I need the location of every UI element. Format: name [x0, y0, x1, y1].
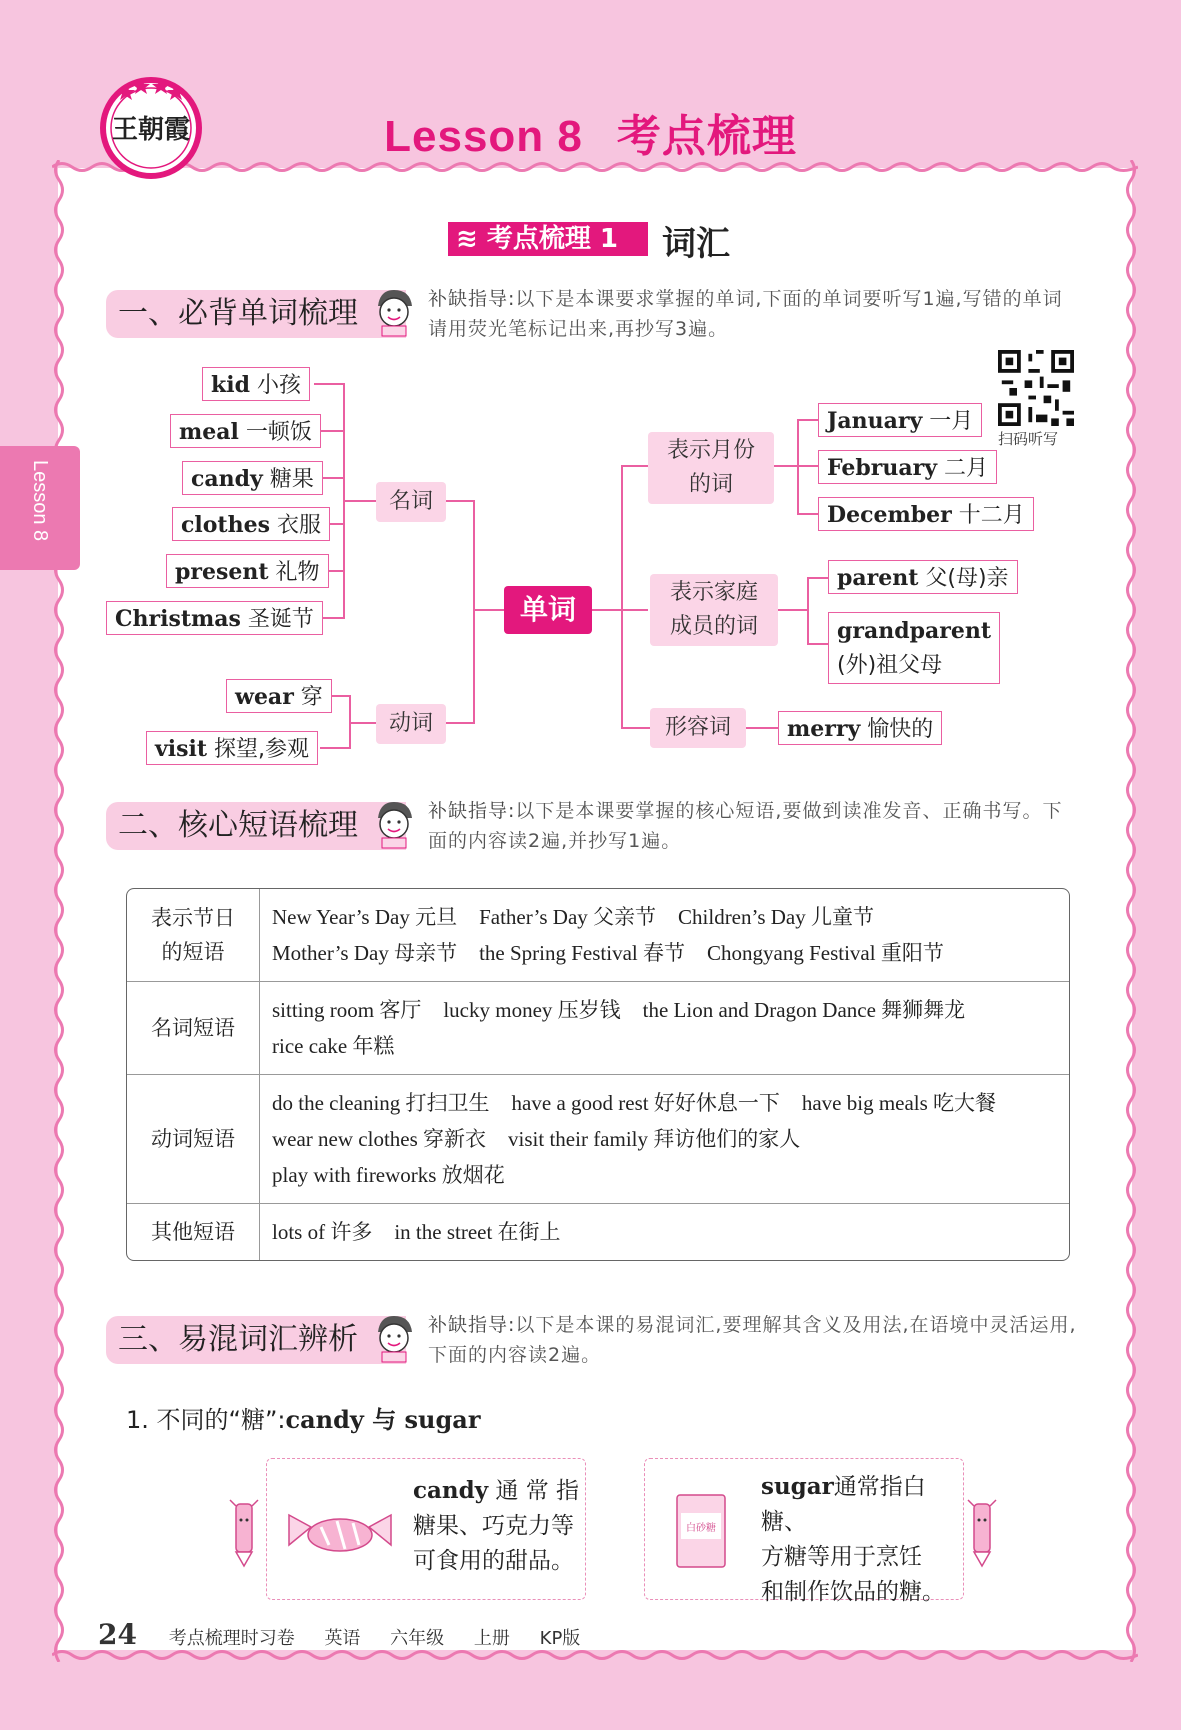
row-header — [127, 1203, 260, 1260]
card-line — [761, 1469, 963, 1540]
word-cn: 二月 — [944, 456, 989, 481]
word-box-merry — [778, 711, 942, 745]
title-cn: 考点梳理 — [616, 112, 797, 161]
phrase: Father’s Day 父亲节 — [479, 905, 657, 929]
section1-guide-label: 补缺指导: — [428, 288, 516, 310]
row-header-line: 其他短语 — [151, 1220, 235, 1244]
word-box-february — [818, 450, 997, 484]
subsection-title-cn: 不同的“糖”: — [156, 1406, 286, 1434]
phrase: lucky money 压岁钱 — [443, 998, 621, 1022]
word-box-present — [166, 554, 329, 588]
word-en: present — [175, 559, 269, 585]
phrase: New Year’s Day 元旦 — [272, 905, 458, 929]
phrase: rice cake 年糕 — [272, 1034, 395, 1058]
section3-guide-text: 以下是本课的易混词汇,要理解其含义及用法,在语境中灵活运用,下面的内容读2遍。 — [428, 1314, 1077, 1366]
qr-label: 扫码听写 — [998, 430, 1059, 448]
phrase: lots of 许多 — [272, 1220, 373, 1244]
phrase: the Lion and Dragon Dance 舞狮舞龙 — [642, 998, 966, 1022]
card-word: sugar — [761, 1473, 834, 1500]
kid-face-icon — [372, 1312, 416, 1364]
phrase: the Spring Festival 春节 — [479, 941, 686, 965]
mindmap-lines — [0, 0, 1181, 760]
word-cn: 圣诞节 — [247, 607, 314, 632]
core-node-words: 单词 — [504, 586, 592, 634]
category-months-line2: 的词 — [688, 472, 733, 497]
phrase: visit their family 拜访他们的家人 — [508, 1127, 801, 1151]
phrase-line — [272, 1121, 1057, 1157]
section2-heading: 二、核心短语梳理 — [106, 802, 406, 850]
word-en: December — [827, 502, 952, 528]
page-number: 24 — [98, 1618, 137, 1651]
table-row — [127, 981, 1069, 1074]
word-box-clothes — [172, 507, 330, 541]
word-box-visit — [146, 731, 318, 765]
logo-text: 王朝霞 — [111, 115, 191, 145]
row-header-line: 名词短语 — [151, 1016, 235, 1040]
row-content — [260, 889, 1069, 981]
row-header — [127, 889, 260, 981]
phrase: Chongyang Festival 重阳节 — [707, 941, 944, 965]
card-sugar — [644, 1458, 964, 1605]
phrase-line — [272, 899, 1057, 935]
section1-heading: 一、必背单词梳理 — [106, 290, 406, 338]
card-line: 糖果、巧克力等 — [413, 1513, 574, 1539]
card-line: 和制作饮品的糖。 — [761, 1579, 945, 1605]
category-adjective: 形容词 — [650, 708, 746, 748]
word-en: grandparent — [837, 618, 991, 644]
phrase-line — [272, 1085, 1057, 1121]
kid-face-icon — [372, 798, 416, 850]
word-cn: (外)祖父母 — [837, 653, 943, 678]
footer-subject: 英语 — [324, 1628, 361, 1649]
word-en: parent — [837, 565, 919, 591]
row-header — [127, 981, 260, 1074]
word-en: meal — [179, 419, 239, 445]
subsection-title — [126, 1400, 481, 1435]
word-box-meal — [170, 414, 321, 448]
word-cn: 父(母)亲 — [925, 566, 1009, 591]
word-cn: 探望,参观 — [214, 737, 310, 762]
card-sugar-text — [761, 1469, 963, 1610]
row-header-line: 表示节日 — [151, 906, 235, 930]
section2-guide-label: 补缺指导: — [428, 800, 516, 822]
phrase-line — [272, 935, 1057, 971]
subsection-title-en: candy 与 sugar — [285, 1405, 481, 1434]
wave-icon: ≋ — [456, 224, 487, 254]
card-line — [413, 1473, 579, 1509]
word-box-january — [818, 403, 982, 437]
candy-icon — [285, 1501, 395, 1561]
row-header — [127, 1074, 260, 1203]
phrase-line — [272, 992, 1057, 1028]
category-family-line2: 成员的词 — [669, 614, 758, 639]
card-line: 方糖等用于烹饪 — [761, 1544, 922, 1570]
side-tab-label: Lesson 8 — [29, 460, 51, 542]
word-box-parent — [828, 560, 1018, 594]
pencil-icon — [962, 1494, 1002, 1570]
section3-guide-label: 补缺指导: — [428, 1314, 516, 1336]
row-content — [260, 1074, 1069, 1203]
phrase-line — [272, 1028, 1057, 1064]
phrase: play with fireworks 放烟花 — [272, 1163, 505, 1187]
word-en: Christmas — [115, 606, 241, 632]
word-cn: 愉快的 — [867, 717, 934, 742]
word-cn: 衣服 — [276, 513, 321, 538]
word-box-candy — [182, 461, 323, 495]
word-cn: 礼物 — [275, 560, 320, 585]
sugar-bag-label: 白砂糖 — [686, 1523, 716, 1534]
phrase-line — [272, 1157, 1057, 1193]
word-en: kid — [211, 372, 250, 398]
word-en: merry — [787, 716, 861, 742]
subsection-number: 1. — [126, 1406, 149, 1434]
section1-guide-text: 以下是本课要求掌握的单词,下面的单词要听写1遍,写错的单词请用荧光笔标记出来,再抄写3遍。 — [428, 288, 1063, 340]
table-row — [127, 1074, 1069, 1203]
card-candy-text — [413, 1473, 579, 1579]
pencil-icon — [224, 1494, 264, 1570]
table-row — [127, 889, 1069, 981]
sugar-bag-icon — [673, 1489, 729, 1571]
card-line: 可食用的甜品。 — [413, 1548, 574, 1574]
section1-badge-label: 考点梳理 1 — [486, 224, 618, 254]
row-content — [260, 981, 1069, 1074]
word-cn: 小孩 — [256, 373, 301, 398]
category-family-line1: 表示家庭 — [669, 580, 758, 605]
category-months — [648, 432, 774, 504]
card-text: 通 常 指 — [488, 1478, 580, 1504]
card-text: 通常指白糖、 — [761, 1474, 926, 1535]
card-word: candy — [413, 1477, 489, 1504]
word-box-december — [818, 497, 1034, 531]
word-en: January — [827, 408, 923, 434]
footer-term: 上册 — [473, 1628, 510, 1649]
phrase: do the cleaning 打扫卫生 — [272, 1091, 490, 1115]
section1-title: 词汇 — [662, 224, 730, 264]
phrase-table — [126, 888, 1070, 1261]
word-box-grandparent — [828, 612, 1000, 684]
phrase: wear new clothes 穿新衣 — [272, 1127, 487, 1151]
word-box-kid — [202, 367, 310, 401]
phrase: in the street 在街上 — [394, 1220, 561, 1244]
row-header-line: 的短语 — [161, 940, 225, 964]
phrase-line — [272, 1214, 1057, 1250]
word-en: February — [827, 455, 938, 481]
section2-guide-text: 以下是本课要掌握的核心短语,要做到读准发音、正确书写。下面的内容读2遍,并抄写1遍。 — [428, 800, 1063, 852]
word-box-christmas — [106, 601, 323, 635]
word-cn: 十二月 — [958, 503, 1025, 528]
row-content — [260, 1203, 1069, 1260]
word-cn: 一月 — [929, 409, 974, 434]
phrase: have a good rest 好好休息一下 — [511, 1091, 780, 1115]
category-verbs: 动词 — [376, 704, 446, 744]
phrase: have big meals 吃大餐 — [801, 1091, 997, 1115]
footer-grade: 六年级 — [390, 1628, 445, 1649]
phrase: Mother’s Day 母亲节 — [272, 941, 458, 965]
section2-guide — [428, 796, 1078, 856]
phrase: Children’s Day 儿童节 — [678, 905, 874, 929]
word-en: clothes — [181, 512, 270, 538]
lesson-label: Lesson 8 — [384, 112, 583, 161]
card-candy — [266, 1458, 586, 1600]
category-family — [650, 574, 778, 646]
section3-guide — [428, 1310, 1078, 1370]
word-cn: 糖果 — [269, 467, 314, 492]
category-nouns: 名词 — [376, 482, 446, 522]
row-header-line: 动词短语 — [151, 1127, 235, 1151]
footer-edition: KP版 — [539, 1628, 581, 1649]
table-row — [127, 1203, 1069, 1260]
category-months-line1: 表示月份 — [666, 438, 755, 463]
section3-heading: 三、易混词汇辨析 — [106, 1316, 406, 1364]
footer-book: 考点梳理时习卷 — [168, 1628, 295, 1649]
word-en: candy — [191, 466, 263, 492]
page-footer — [98, 1618, 604, 1651]
word-cn: 一顿饭 — [245, 420, 312, 445]
word-cn: 穿 — [300, 685, 323, 710]
word-box-wear — [226, 679, 332, 713]
phrase: sitting room 客厅 — [272, 998, 422, 1022]
word-en: visit — [155, 736, 208, 762]
word-en: wear — [235, 684, 294, 710]
